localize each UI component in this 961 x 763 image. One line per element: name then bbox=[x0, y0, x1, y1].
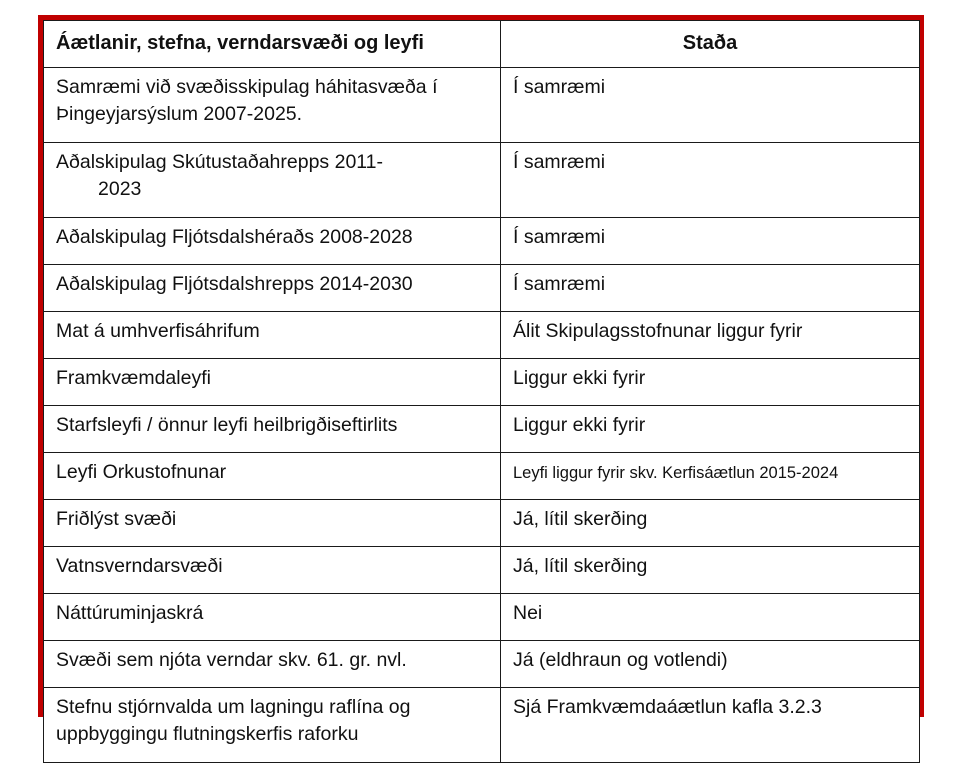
plan-label-line-1: Leyfi Orkustofnunar bbox=[56, 460, 227, 483]
table-row bbox=[44, 405, 920, 452]
plan-label-line-2: uppbyggingu flutningskerfis raforku bbox=[56, 722, 359, 745]
cell-status bbox=[501, 358, 920, 405]
table-row bbox=[44, 499, 920, 546]
table-header bbox=[44, 21, 920, 68]
cell-plan-label bbox=[44, 546, 501, 593]
plan-label-line-1: Friðlýst svæði bbox=[56, 507, 177, 530]
cell-status bbox=[501, 687, 920, 762]
plan-label-line-1: Aðalskipulag Fljótsdalshrepps 2014-2030 bbox=[56, 272, 413, 295]
table-row bbox=[44, 640, 920, 687]
cell-status bbox=[501, 640, 920, 687]
status-text: Nei bbox=[513, 601, 543, 624]
cell-plan-label bbox=[44, 640, 501, 687]
plan-label-line-1: Aðalskipulag Skútustaðahrepps 2011- bbox=[56, 150, 384, 173]
cell-plan-label bbox=[44, 358, 501, 405]
status-text: Já, lítil skerðing bbox=[513, 507, 648, 530]
plan-label-line-1: Starfsleyfi / önnur leyfi heilbrigðiseftirlits bbox=[56, 413, 398, 436]
plan-label-line-1: Framkvæmdaleyfi bbox=[56, 366, 211, 389]
table-row bbox=[44, 217, 920, 264]
status-text: Já, lítil skerðing bbox=[513, 554, 648, 577]
status-text: Sjá Framkvæmdaáætlun kafla 3.2.3 bbox=[513, 695, 822, 718]
table-row bbox=[44, 593, 920, 640]
table-row bbox=[44, 264, 920, 311]
plan-label-line-1: Náttúruminjaskrá bbox=[56, 601, 204, 624]
cell-plan-label bbox=[44, 67, 501, 142]
cell-plan-label bbox=[44, 405, 501, 452]
status-text: Liggur ekki fyrir bbox=[513, 366, 646, 389]
cell-plan-label bbox=[44, 217, 501, 264]
cell-plan-label bbox=[44, 452, 501, 499]
plan-label-line-1: Stefnu stjórnvalda um lagningu raflína og bbox=[56, 695, 411, 718]
status-text: Já (eldhraun og votlendi) bbox=[513, 648, 728, 671]
status-text: Álit Skipulagsstofnunar liggur fyrir bbox=[513, 319, 803, 342]
table-row bbox=[44, 687, 920, 762]
cell-status bbox=[501, 264, 920, 311]
column-header-status: Staða bbox=[501, 21, 920, 68]
table-red-frame bbox=[38, 15, 924, 745]
plan-label-line-2: 2023 bbox=[98, 177, 142, 200]
status-text: Í samræmi bbox=[513, 272, 606, 295]
table-row bbox=[44, 67, 920, 142]
cell-status bbox=[501, 546, 920, 593]
cell-status bbox=[501, 142, 920, 217]
table-header-row bbox=[44, 21, 920, 68]
column-header-plans: Áætlanir, stefna, verndarsvæði og leyfi bbox=[44, 21, 501, 68]
table-row bbox=[44, 546, 920, 593]
status-text: Liggur ekki fyrir bbox=[513, 413, 646, 436]
cell-status bbox=[501, 593, 920, 640]
cell-status bbox=[501, 311, 920, 358]
planning-status-table bbox=[43, 20, 920, 763]
cell-status bbox=[501, 67, 920, 142]
table-row bbox=[44, 358, 920, 405]
cell-plan-label bbox=[44, 687, 501, 762]
cell-status bbox=[501, 452, 920, 499]
plan-label-line-1: Mat á umhverfisáhrifum bbox=[56, 319, 260, 342]
cell-status bbox=[501, 405, 920, 452]
cell-plan-label bbox=[44, 142, 501, 217]
status-text: Í samræmi bbox=[513, 225, 606, 248]
plan-label-line-1: Aðalskipulag Fljótsdalshéraðs 2008-2028 bbox=[56, 225, 413, 248]
status-text: Í samræmi bbox=[513, 150, 606, 173]
cell-plan-label bbox=[44, 264, 501, 311]
cell-status bbox=[501, 499, 920, 546]
plan-label-line-1: Samræmi við svæðisskipulag háhitasvæða bbox=[56, 75, 427, 98]
table-body bbox=[44, 67, 920, 762]
plan-label-line-1: Vatnsverndarsvæði bbox=[56, 554, 223, 577]
plan-label-line-1: Svæði sem njóta verndar skv. 61. gr. nvl. bbox=[56, 648, 407, 671]
table-row bbox=[44, 311, 920, 358]
table-row bbox=[44, 452, 920, 499]
table-row bbox=[44, 142, 920, 217]
status-text: Leyfi liggur fyrir skv. Kerfisáætlun 2015-2024 bbox=[513, 463, 839, 482]
cell-plan-label bbox=[44, 499, 501, 546]
cell-plan-label bbox=[44, 311, 501, 358]
status-text: Í samræmi bbox=[513, 75, 606, 98]
cell-plan-label bbox=[44, 593, 501, 640]
plan-label-line-2: í Þingeyjarsýslum 2007-2025. bbox=[56, 75, 438, 125]
cell-status bbox=[501, 217, 920, 264]
